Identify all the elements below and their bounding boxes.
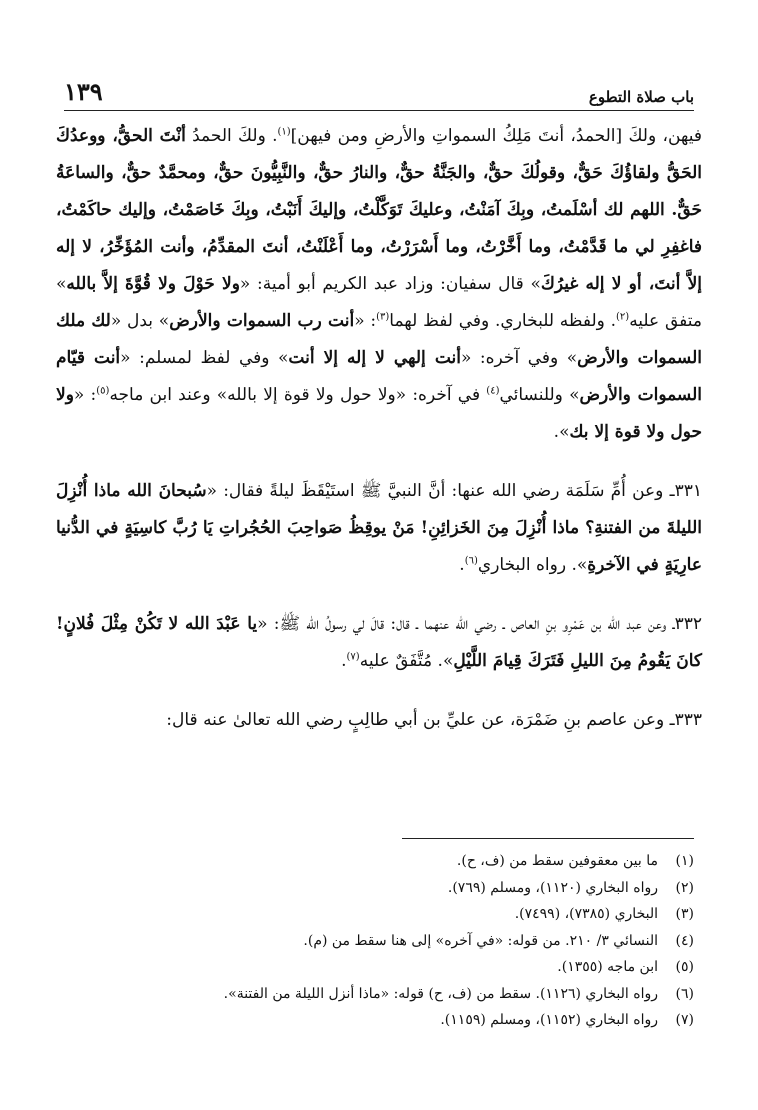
footnote-number: (٧) (675, 1012, 694, 1028)
footnote-number: (٤) (675, 932, 694, 949)
footnote-item (64, 901, 694, 928)
hadith-text: ولا حَوْلَ ولا قُوَّةَ إلاَّ بالله (66, 274, 240, 294)
footnote-item (64, 928, 694, 955)
footnote-text: ابن ماجه (١٣٥٥). (557, 959, 658, 975)
footnote-text: النسائي ٣/ ٢١٠. من قوله: «في آخره» إلى هنا سقط من (م). (303, 932, 658, 949)
footnote-number: (٦) (675, 985, 694, 1002)
hadith-text: أنت رب السموات والأرض (169, 311, 355, 331)
footnote-ref: (٤) (486, 385, 500, 397)
hadith-number: ٣٣١ـ (669, 481, 702, 501)
footnote-ref: (١) (277, 126, 291, 138)
footnote-number: (٥) (675, 959, 694, 975)
main-text (56, 118, 702, 739)
footnote-item (64, 1007, 694, 1034)
hadith-text: يا عَبْدَ الله لا تَكُنْ مِثْلَ فُلانٍ! كانَ يَقُومُ مِنَ الليلِ فَتَرَكَ قِيامَ اللَّيْلِ (56, 614, 702, 671)
hadith-333: ٣٣٣ـ وعن عاصم بنِ ضَمْرَة، عن عليِّ بن أبي طالِبٍ رضي الله تعالىٰ عنه قال: (166, 710, 702, 730)
hadith-331: ٣٣١ـ وعن أُمِّ سَلَمَة رضي الله عنها: أنَّ النبيَّ ﷺ استَيْقَظَ ليلةً فقال: «سُبحانَ الله ماذا أُنْزِلَ الليلةَ من الفتنةِ؟ ماذا أُنْزِلَ مِنَ الخَزائِنِ! مَنْ يوقِظُ صَواحِبَ الحُجُراتِ يَا رُبَّ كاسِيَةٍ في الدُّنيا عارِيَةٍ في الآخرةِ». رواه البخاري$^{(٦)}$. (56, 481, 702, 575)
hadith-text: سُبحانَ الله ماذا أُنْزِلَ الليلةَ من الفتنةِ؟ ماذا أُنْزِلَ مِنَ الخَزائِنِ! مَنْ يوقِظُ صَواحِبَ الحُجُراتِ يَا رُبَّ كاسِيَةٍ في الدُّنيا عارِيَةٍ في الآخرةِ (56, 481, 702, 575)
hadith-number: ٣٣٢ـ (672, 614, 702, 634)
running-title: باب صلاة التطوع (588, 88, 694, 106)
footnotes-list (64, 848, 694, 1034)
footnote-number: (١) (675, 853, 694, 869)
page-header (64, 66, 694, 111)
footnote-text: البخاري (٧٣٨٥)، (٧٤٩٩). (514, 906, 658, 922)
footnote-text: رواه البخاري (١١٢٦). سقط من (ف، ح) قوله: «ماذا أنزل الليلة من الفتنة». (223, 985, 658, 1002)
footnote-ref: (٦) (464, 555, 478, 567)
footnote-number: (٢) (675, 879, 694, 896)
footnote-number: (٣) (675, 906, 694, 922)
footnote-ref: (٧) (346, 651, 360, 663)
footnote-item (64, 848, 694, 875)
footnote-text: ما بين معقوفين سقط من (ف، ح). (456, 853, 658, 869)
footnote-item (64, 954, 694, 981)
hadith-text: أنت إلهي لا إله إلا أنت (288, 348, 461, 368)
hadith-number: ٣٣٣ـ (669, 710, 702, 730)
footnote-text: رواه البخاري (١١٢٠)، ومسلم (٧٦٩). (447, 879, 658, 896)
hadith-330-continuation: فيهن، ولكَ [الحمدُ، أنتَ مَلِكُ السمواتِ والأرضِ ومن فيهن]$^{(١)}$. ولكَ الحمدُ أنْتَ الحقُّ، ووعدُكَ الحَقُّ ولقاؤُكَ حَقٌّ، وقولُكَ حقٌّ، والجَنَّةُ حقٌّ، والنارُ حقٌّ، والنَّبِيُّونَ حقٌّ، ومحمَّدٌ حقٌّ، والساعَةُ حَقٌّ. اللهم لك أسْلَمتُ، وبِكَ آمَنْتُ، وعليكَ تَوَكَّلْتُ، وإليكَ أَنَبْتُ، وبِكَ خَاصَمْتُ، وإليك حاكَمْتُ، فاغفِرِ لي ما قَدَّمْتُ، وما أَخَّرْتُ، وما أَسْرَرْتُ، وما أَعْلَنْتُ، أنتَ المقدِّمُ، وأنت المُؤَخِّرُ، لا إله إلاَّ أنتَ، أو لا إله غيرُكَ» قال سفيان: وزاد عبد الكريم أبو أمية: «ولا حَوْلَ ولا قُوَّةَ إلاَّ بالله» متفق عليه$^{(٢)}$. ولفظه للبخاري. وفي لفظ لهما$^{(٣)}$: «أنت رب السموات والأرض» بدل «لك ملك السموات والأرض» وفي آخره: «أنت إلهي لا إله إلا أنت» وفي لفظ لمسلم: «أنت قيّام السموات والأرض» وللنسائي$^{(٤)}$ في آخره: «ولا حول ولا قوة إلا بالله» وعند ابن ماجه$^{(٥)}$: «ولا حول ولا قوة إلا بك». (56, 126, 703, 442)
footnote-ref: (٣) (376, 311, 390, 323)
footnote-text: رواه البخاري (١١٥٢)، ومسلم (١١٥٩). (440, 1012, 658, 1028)
footnote-ref: (٥) (96, 385, 110, 397)
footnote-ref: (٢) (616, 311, 630, 323)
hadith-text: لك ملك السموات والأرض (56, 311, 703, 368)
hadith-text: أنْتَ الحقُّ، ووعدُكَ الحَقُّ ولقاؤُكَ حَقٌّ، وقولُكَ حقٌّ، والجَنَّةُ حقٌّ، والنارُ حقٌّ، والنَّبِيُّونَ حقٌّ، ومحمَّدٌ حقٌّ، والساعَةُ حَقٌّ. اللهم لك أسْلَمتُ، وبِكَ آمَنْتُ، وعليكَ تَوَكَّلْتُ، وإليكَ أَنَبْتُ، وبِكَ خَاصَمْتُ، وإليك حاكَمْتُ، فاغفِرِ لي ما قَدَّمْتُ، وما أَخَّرْتُ، وما أَسْرَرْتُ، وما أَعْلَنْتُ، أنتَ المقدِّمُ، وأنت المُؤَخِّرُ، لا إله إلاَّ أنتَ، أو لا إله غيرُكَ (56, 126, 702, 294)
hadith-text: ولا حول ولا قوة إلا بك (56, 385, 702, 442)
hadith-332: ٣٣٢ـ وعن عبد الله بن عَمْرِو بنِ العاص ـ رضي الله عنهما ـ قال: قالَ لي رسولُ الله ﷺ: «يا عَبْدَ الله لا تَكُنْ مِثْلَ فُلانٍ! كانَ يَقُومُ مِنَ الليلِ فَتَرَكَ قِيامَ اللَّيْلِ». مُتَّفَقٌ عليه$^{(٧)}$. (56, 614, 702, 671)
footnote-item (64, 875, 694, 902)
footnote-item (64, 981, 694, 1008)
page-number: ١٣٩ (64, 77, 103, 106)
hadith-text: أنت قيّام السموات والأرض (56, 348, 703, 405)
footnote-separator (402, 838, 694, 839)
